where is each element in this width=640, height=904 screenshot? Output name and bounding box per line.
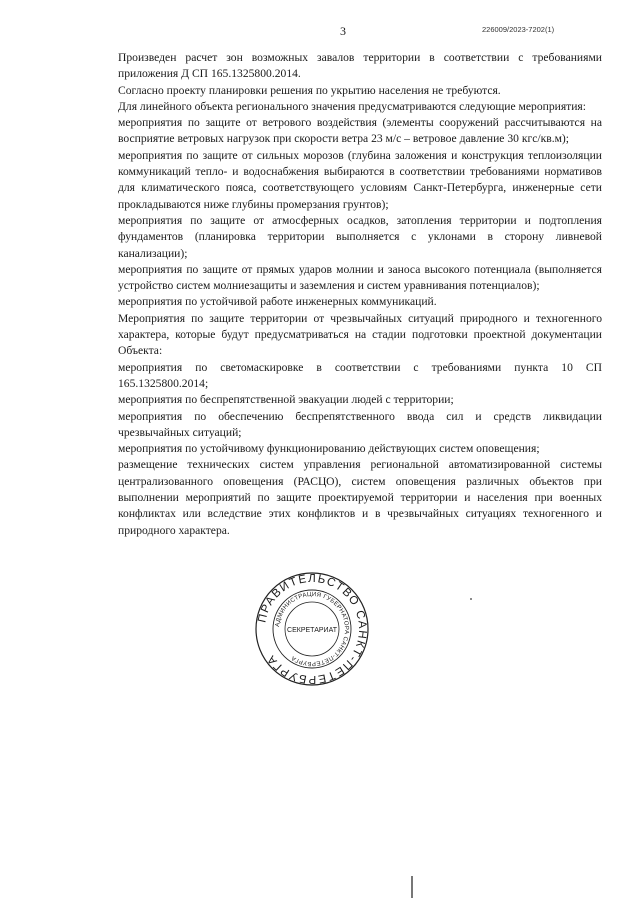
paragraph: мероприятия по беспрепятственной эвакуации людей с территории;: [118, 393, 454, 407]
paragraph: мероприятия по устойчивой работе инженерных коммуникаций.: [118, 295, 437, 309]
scan-speck: [470, 598, 472, 600]
paragraph: Мероприятия по защите территории от чрезвычайных ситуаций природного и техногенного характера, которые будут предусматриваться на стадии подготовки проектной документации Объекта:: [118, 311, 602, 358]
paragraph: размещение технических систем управления региональной автоматизированной системы централизованного оповещения (РАСЦО), систем оповещения различных объектов при выполнении мероприятий по защите проектируемой территории и населения при военных конфликтах или вследствие этих конфликтов и в чрезвычайных ситуациях техногенного и природного характера.: [118, 458, 602, 537]
paragraph: мероприятия по устойчивому функционированию действующих систем оповещения;: [118, 442, 540, 456]
document-body: [118, 50, 602, 539]
paragraph: мероприятия по защите от атмосферных осадков, затопления территории и подтопления фундаментов (планировка территории выполняется с уклонами в сторону ливневой канализации);: [118, 213, 602, 260]
scan-edge-mark: [411, 876, 413, 898]
document-code: 226009/2023-7202(1): [482, 25, 555, 34]
paragraph: Произведен расчет зон возможных завалов территории в соответствии с требованиями приложения Д СП 165.1325800.2014.: [118, 51, 602, 81]
stamp-center-text: СЕКРЕТАРИАТ: [287, 627, 337, 634]
stamp-inner-text: АДМИНИСТРАЦИЯ ГУБЕРНАТОРА САНКТ-ПЕТЕРБУРГА: [275, 591, 350, 667]
paragraph: мероприятия по защите от сильных морозов (глубина заложения и конструкция теплоизоляции коммуникаций тепло- и водоснабжения выбираются в соответствии требованиями нормативов для климатического пояса, соответствующего условиям Санкт-Петербурга, инженерные сети прокладываются ниже глубины промерзания грунтов);: [118, 148, 602, 211]
paragraph: Для линейного объекта регионального значения предусматриваются следующие мероприятия:: [118, 99, 586, 113]
paragraph: мероприятия по обеспечению беспрепятственного ввода сил и средств ликвидации чрезвычайных ситуаций;: [118, 409, 602, 439]
paragraph: мероприятия по защите от ветрового воздействия (элементы сооружений рассчитываются на восприятие ветровых нагрузок при скорости ветра 23 м/с – ветровое давление 30 кгс/кв.м);: [118, 116, 602, 146]
paragraph: Согласно проекту планировки решения по укрытию населения не требуются.: [118, 83, 501, 97]
stamp-outer-text: ПРАВИТЕЛЬСТВО САНКТ-ПЕТЕРБУРГА: [256, 572, 369, 686]
page-number: 3: [340, 24, 346, 38]
official-seal-stamp: [254, 571, 370, 687]
paragraph: мероприятия по защите от прямых ударов молнии и заноса высокого потенциала (выполняется устройство систем молниезащиты и заземления и систем уравнивания потенциалов);: [118, 262, 602, 293]
paragraph: мероприятия по светомаскировке в соответствии с требованиями пункта 10 СП 165.1325800.2014;: [118, 360, 602, 390]
